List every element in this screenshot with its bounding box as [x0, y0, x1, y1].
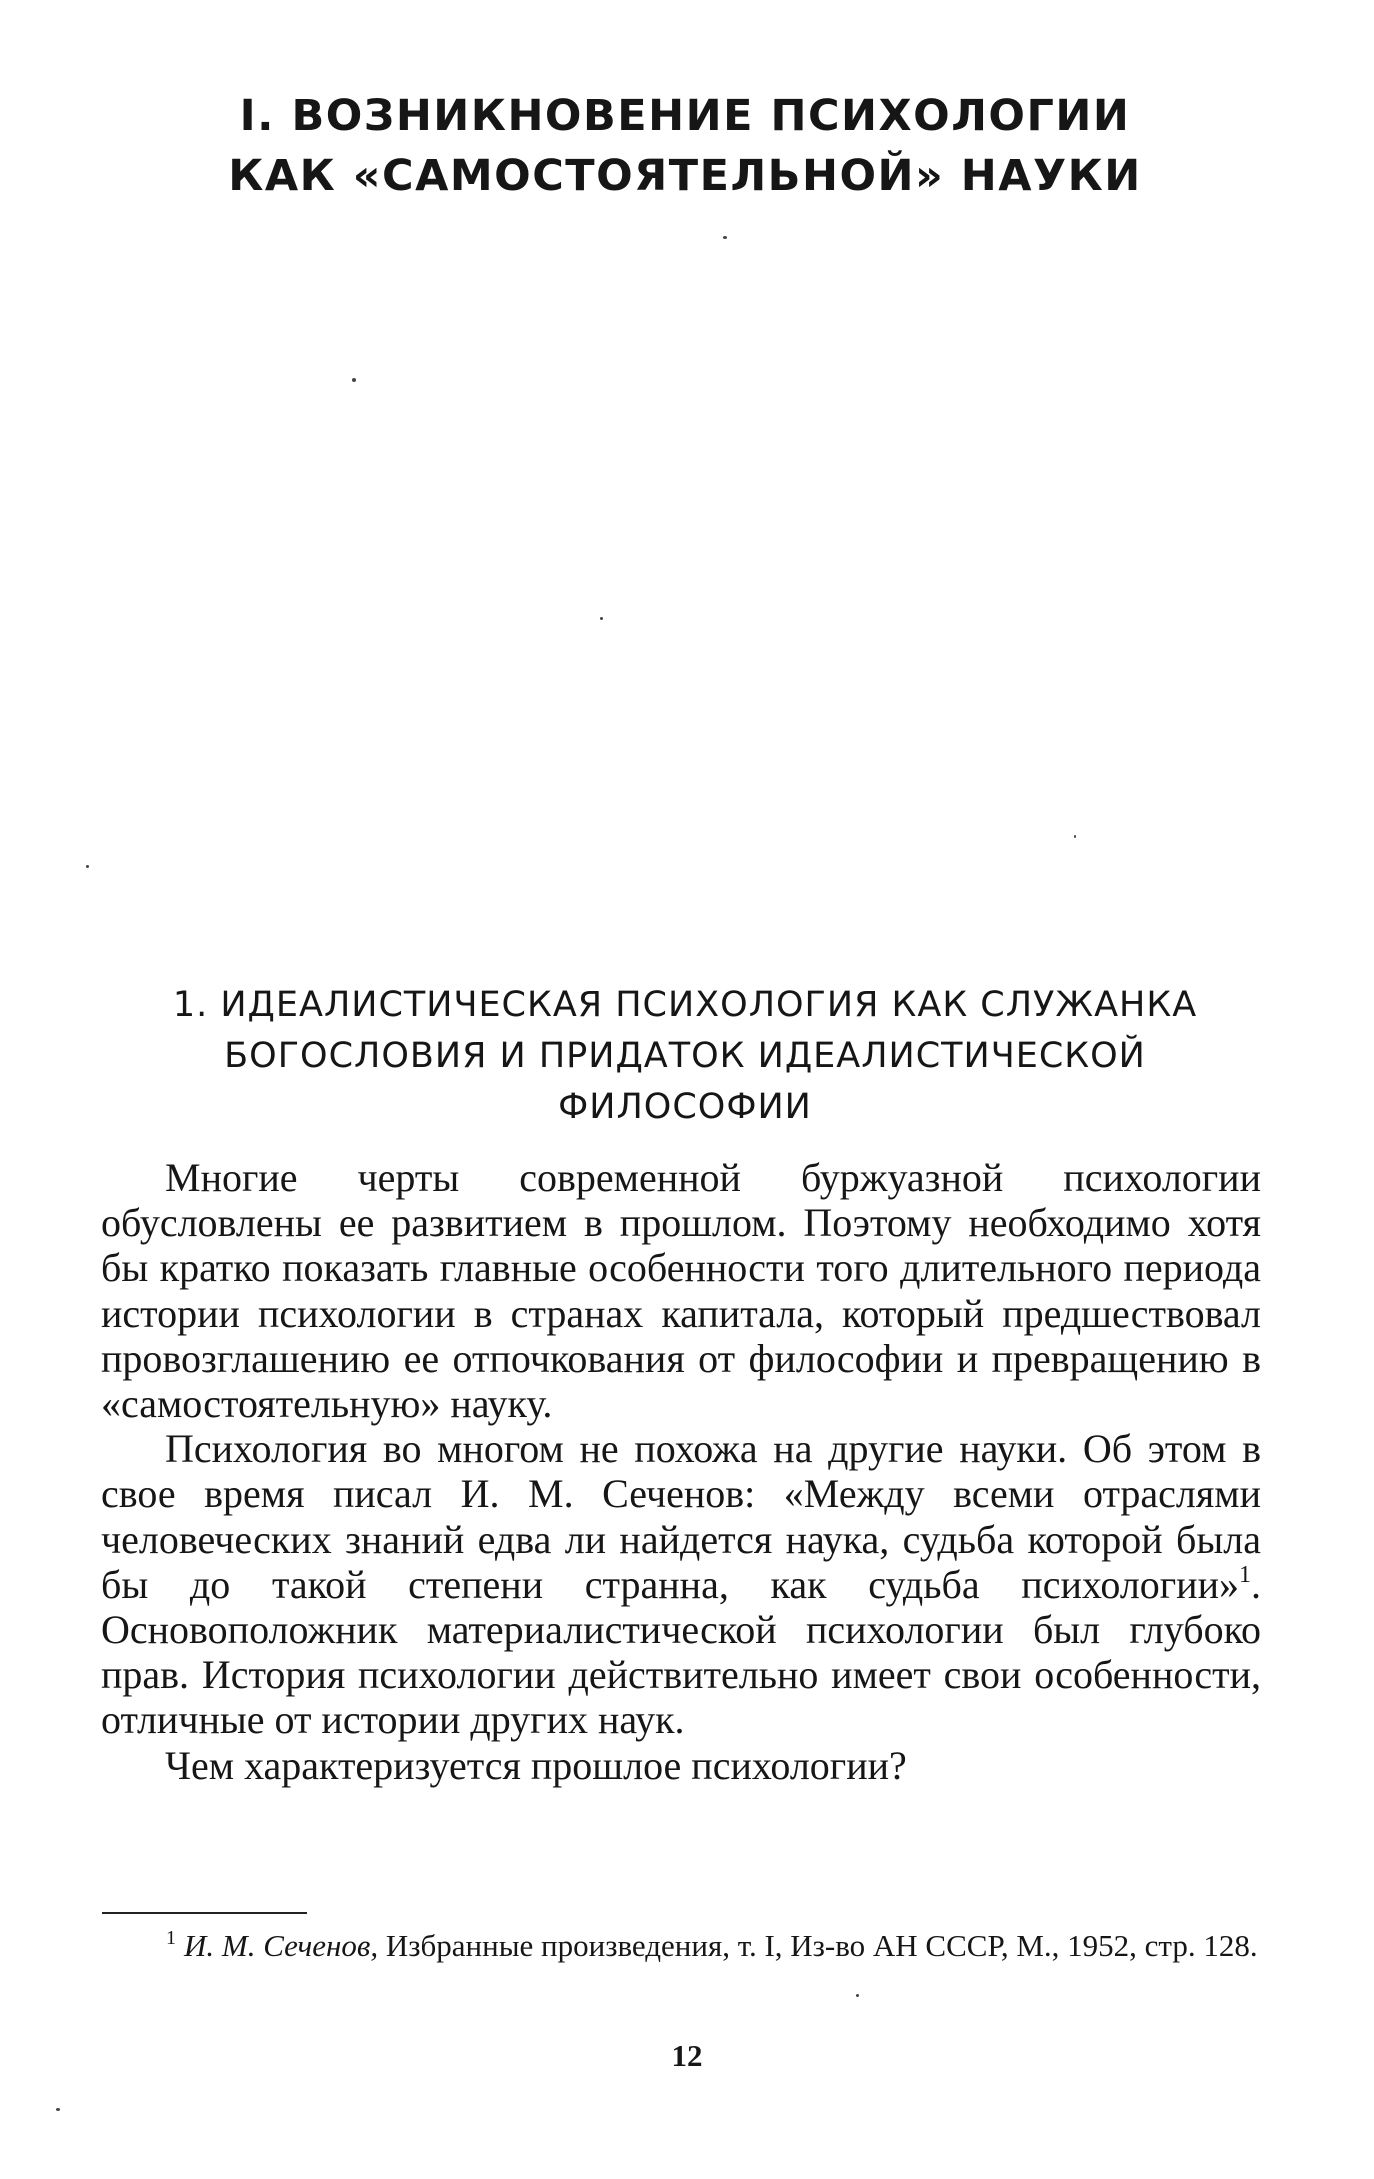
scan-speck — [352, 378, 356, 382]
footnote — [102, 1926, 1262, 1965]
paragraph-3: Чем характеризуется прошлое психологии? — [165, 1742, 907, 1788]
paragraph-2-text-b: . Основоположник материалистической психологии был глубоко прав. История психологии действительно имеет свои особенности, отличные от истории других наук. — [101, 1561, 1261, 1743]
scan-speck — [1074, 835, 1076, 838]
section-title — [100, 980, 1270, 1133]
paragraph-2 — [101, 1426, 1261, 1742]
footnote-mark: 1 — [166, 1927, 176, 1949]
scan-speck — [856, 1994, 859, 1997]
footnote-author: И. М. Сеченов, — [184, 1928, 379, 1963]
footnote-divider — [102, 1912, 307, 1914]
section-title-line-2: БОГОСЛОВИЯ И ПРИДАТОК ИДЕАЛИСТИЧЕСКОЙ — [224, 1036, 1146, 1076]
body-text — [101, 1155, 1261, 1788]
page-number: 12 — [671, 2038, 703, 2073]
section-title-line-1: 1. ИДЕАЛИСТИЧЕСКАЯ ПСИХОЛОГИЯ КАК СЛУЖАНКА — [172, 985, 1198, 1025]
paragraph-1: Многие черты современной буржуазной психологии обусловлены ее развитием в прошлом. Поэтому необходимо хотя бы кратко показать главные особенности того длительного периода истории психологии в странах капитала, который предшествовал провозглашению ее отпочкования от философии и превращению в «самостоятельную» науку. — [101, 1155, 1261, 1427]
scan-speck — [723, 236, 727, 239]
scan-speck — [56, 2108, 60, 2111]
footnote-text: Избранные произведения, т. I, Из-во АН СССР, М., 1952, стр. 128. — [385, 1928, 1258, 1963]
scan-speck — [600, 617, 603, 620]
footnote-reference[interactable]: 1 — [1239, 1561, 1251, 1588]
paragraph-2-text-a: Психология во многом не похожа на другие науки. Об этом в свое время писал И. М. Сеченов: «Между всеми отраслями человеческих знаний едва ли найдется наука, судьба которой была бы до такой степени странна, как судьба психологии» — [101, 1426, 1261, 1607]
chapter-title-line-2: КАК «САМОСТОЯТЕЛЬНОЙ» НАУКИ — [228, 151, 1142, 201]
section-title-line-3: ФИЛОСОФИИ — [558, 1087, 812, 1127]
chapter-title — [100, 86, 1270, 206]
scan-speck — [86, 865, 89, 868]
chapter-title-line-1: I. ВОЗНИКНОВЕНИЕ ПСИХОЛОГИИ — [239, 91, 1131, 141]
